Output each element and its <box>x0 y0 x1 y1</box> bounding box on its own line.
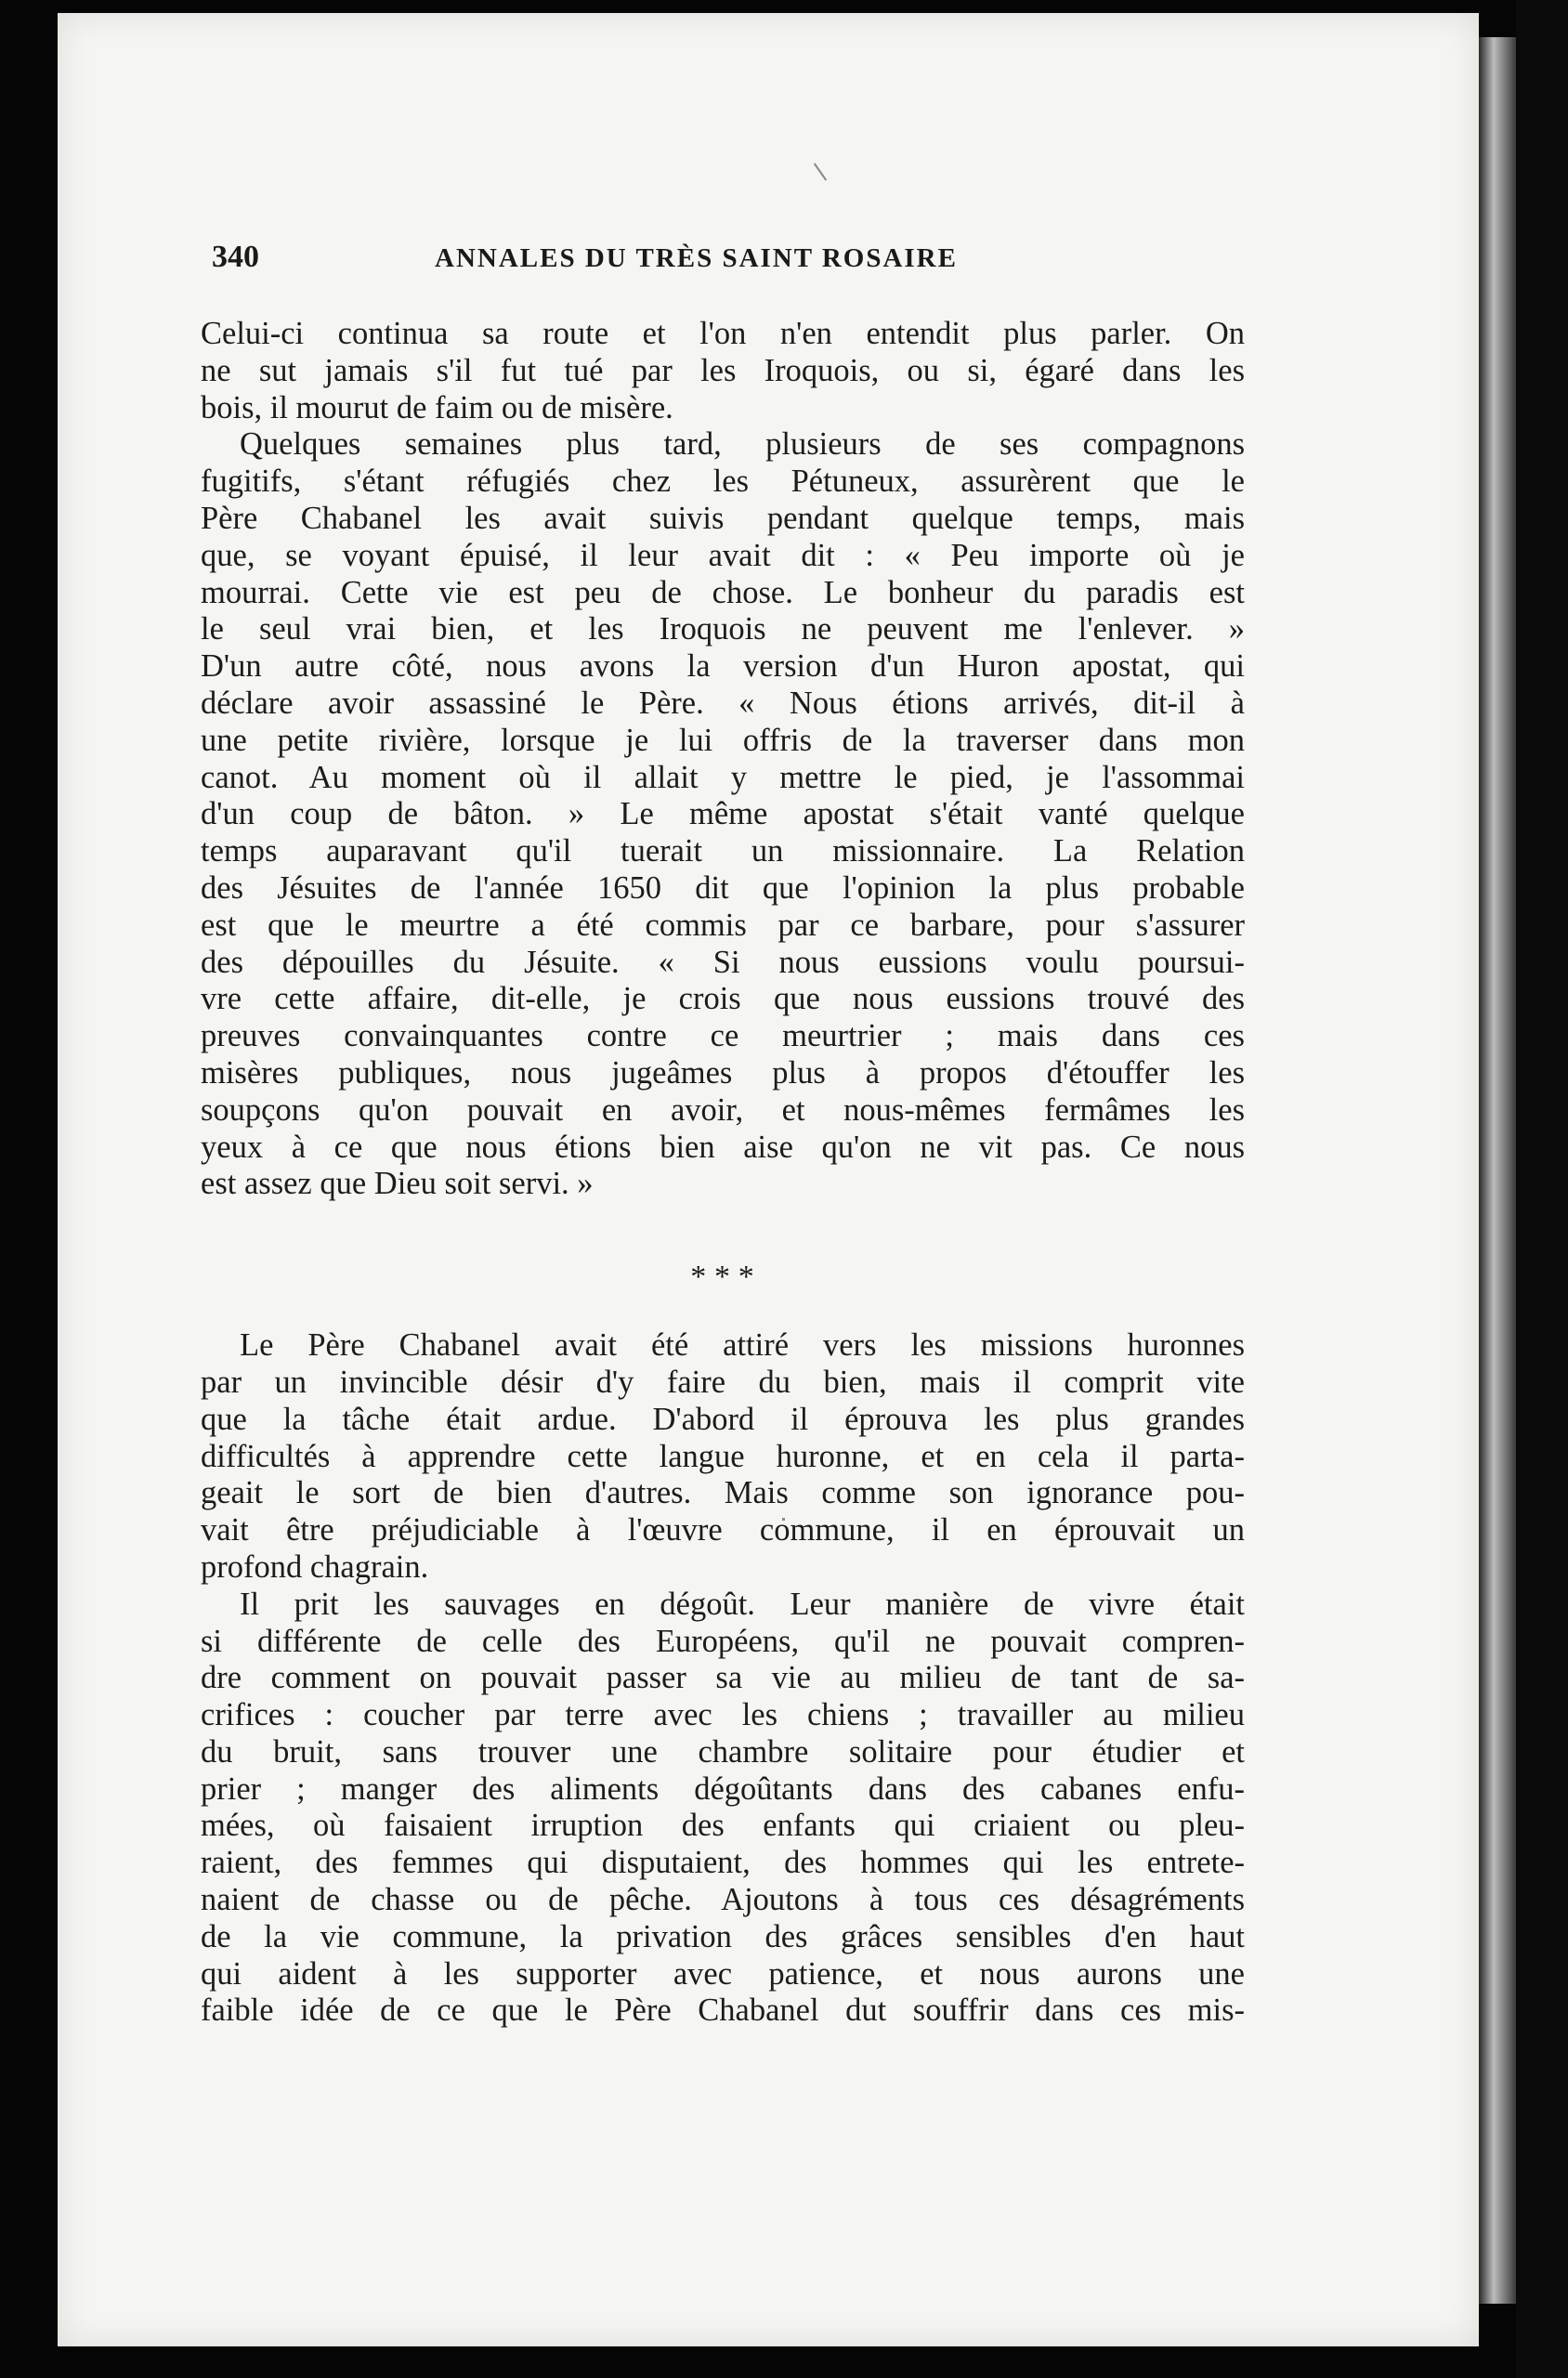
text-line: profond chagrain. <box>201 1548 429 1585</box>
page-number: 340 <box>212 240 259 274</box>
facing-page-edge <box>1479 37 1516 2304</box>
text-line: crifices : coucher par terre avec les chiens ; travailler au milieu <box>201 1697 1245 1733</box>
text-line: raient, des femmes qui disputaient, des hommes qui les entrete- <box>201 1845 1245 1881</box>
text-line: ne sut jamais s'il fut tué par les Iroquois, ou si, égaré dans les <box>201 352 1245 388</box>
text-line: que la tâche était ardue. D'abord il éprouva les plus grandes <box>201 1401 1245 1437</box>
text-line: Il prit les sauvages en dégoût. Leur manière de vivre était <box>240 1586 1245 1622</box>
text-line: faible idée de ce que le Père Chabanel dut souffrir dans ces mis- <box>201 1993 1245 2029</box>
text-line: Père Chabanel les avait suivis pendant quelque temps, mais <box>201 500 1245 536</box>
text-line: temps auparavant qu'il tuerait un missionnaire. La Relation <box>201 833 1245 869</box>
text-line: Celui-ci continua sa route et l'on n'en entendit plus parler. On <box>201 316 1245 351</box>
text-line: des Jésuites de l'année 1650 dit que l'opinion la plus probable <box>201 869 1245 906</box>
text-line: difficultés à apprendre cette langue huronne, et en cela il parta- <box>201 1438 1245 1474</box>
text-line: preuves convainquantes contre ce meurtrier ; mais dans ces <box>201 1018 1245 1054</box>
text-line: canot. Au moment où il allait y mettre le pied, je l'assommai <box>201 759 1245 795</box>
section-break: * * * <box>690 1260 755 1295</box>
scan-speck <box>814 163 827 180</box>
text-line: yeux à ce que nous étions bien aise qu'on ne vit pas. Ce nous <box>201 1129 1245 1165</box>
section-gap <box>201 1307 1245 1327</box>
text-line: une petite rivière, lorsque je lui offris de la traverser dans mon <box>201 722 1245 758</box>
scanner-margin <box>1516 0 1568 2378</box>
text-line: le seul vrai bien, et les Iroquois ne peuvent me l'enlever. » <box>201 611 1245 647</box>
text-line: D'un autre côté, nous avons la version d'un Huron apostat, qui <box>201 648 1245 685</box>
text-line: fugitifs, s'étant réfugiés chez les Pétuneux, assurèrent que le <box>201 464 1245 500</box>
text-line: qui aident à les supporter avec patience, et nous aurons une <box>201 1955 1245 1992</box>
text-line: des dépouilles du Jésuite. « Si nous eussions voulu poursui- <box>201 944 1245 980</box>
text-line: du bruit, sans trouver une chambre solitaire pour étudier et <box>201 1733 1245 1770</box>
text-line: si différente de celle des Européens, qu'il ne pouvait compren- <box>201 1623 1245 1659</box>
text-line: est assez que Dieu soit servi. » <box>201 1166 594 1202</box>
body-text <box>201 316 1245 2030</box>
text-line: prier ; manger des aliments dégoûtants dans des cabanes enfu- <box>201 1770 1245 1807</box>
text-line: geait le sort de bien d'autres. Mais comme son ignorance pou- <box>201 1475 1245 1511</box>
text-line: bois, il mourut de faim ou de misère. <box>201 389 673 425</box>
text-line: que, se voyant épuisé, il leur avait dit : « Peu importe où je <box>201 537 1245 573</box>
text-line: mourrai. Cette vie est peu de chose. Le bonheur du paradis est <box>201 574 1245 610</box>
text-line: misères publiques, nous jugeâmes plus à propos d'étouffer les <box>201 1054 1245 1091</box>
text-line: Quelques semaines plus tard, plusieurs de ses compagnons <box>240 426 1245 463</box>
text-line: de la vie commune, la privation des grâces sensibles d'en haut <box>201 1918 1245 1954</box>
text-line: mées, où faisaient irruption des enfants qui criaient ou pleu- <box>201 1808 1245 1844</box>
section-gap <box>201 1203 1245 1251</box>
text-line: est que le meurtre a été commis par ce barbare, pour s'assurer <box>201 907 1245 943</box>
text-line: vait être préjudiciable à l'œuvre commune, il en éprouvait un <box>201 1512 1245 1548</box>
text-line: d'un coup de bâton. » Le même apostat s'était vanté quelque <box>201 796 1245 832</box>
text-line: soupçons qu'on pouvait en avoir, et nous-mêmes fermâmes les <box>201 1091 1245 1128</box>
text-line: vre cette affaire, dit-elle, je crois que nous eussions trouvé des <box>201 981 1245 1017</box>
text-line: naient de chasse ou de pêche. Ajoutons à tous ces désagréments <box>201 1882 1245 1918</box>
page-header <box>212 240 1326 295</box>
text-line: dre comment on pouvait passer sa vie au milieu de tant de sa- <box>201 1660 1245 1696</box>
running-head: ANNALES DU TRÈS SAINT ROSAIRE <box>435 243 958 273</box>
text-line: déclare avoir assassiné le Père. « Nous étions arrivés, dit-il à <box>201 685 1245 721</box>
text-line: par un invincible désir d'y faire du bien, mais il comprit vite <box>201 1364 1245 1400</box>
text-line: Le Père Chabanel avait été attiré vers les missions huronnes <box>240 1327 1245 1364</box>
